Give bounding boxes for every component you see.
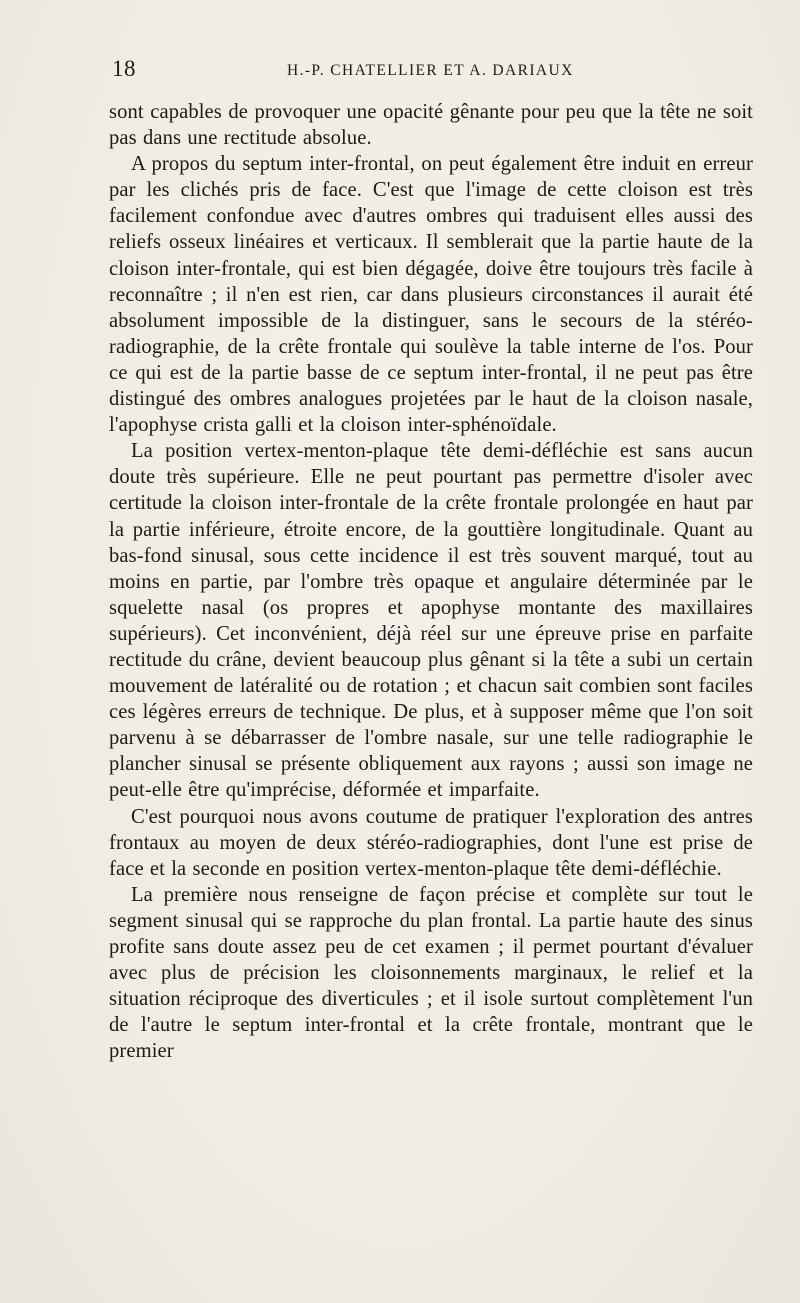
paragraph: sont capables de provoquer une opacité gênante pour peu que la tête ne soit pas dans une rectitude absolue. bbox=[109, 101, 753, 150]
paragraph: La position vertex-menton-plaque tête demi-défléchie est sans aucun doute très supérieure. Elle ne peut pourtant pas permettre d'isoler avec certitude la cloison inter-frontale de la crête frontale prolongée en haut par la partie inférieure, étroite encore, de la gouttière longitudinale. Quant au bas-fond sinusal, sous cette incidence il est très souvent marqué, tout au moins en partie, par l'ombre très opaque et angulaire déterminée par le squelette nasal (os propres et apophyse montante des maxillaires supérieurs). Cet inconvénient, déjà réel sur une épreuve prise en parfaite rectitude du crâne, devient beaucoup plus gênant si la tête a subi un certain mouvement de latéralité ou de rotation ; et chacun sait combien sont faciles ces légères erreurs de technique. De plus, et à supposer même que l'on soit parvenu à se débarrasser de l'ombre nasale, sur une telle radiographie le plancher sinusal se présente obliquement aux rayons ; aussi son image ne peut-elle être qu'imprécise, déformée et imparfaite. bbox=[109, 440, 753, 802]
running-head-authors: H.-P. CHATELLIER ET A. DARIAUX bbox=[287, 62, 574, 79]
page-number: 18 bbox=[112, 56, 136, 81]
paragraph: C'est pourquoi nous avons coutume de pratiquer l'exploration des antres frontaux au moyen de deux stéréo-radiographies, dont l'une est prise de face et la seconde en position vertex-menton-plaque tête demi-défléchie. bbox=[109, 805, 753, 880]
paragraph: La première nous renseigne de façon précise et complète sur tout le segment sinusal qui se rapproche du plan frontal. La partie haute des sinus profite sans doute assez peu de cet examen ; il permet pourtant d'évaluer avec plus de précision les cloisonnements marginaux, le relief et la situation réciproque des diverticules ; et il isole surtout complètement l'un de l'autre le septum inter-frontal et la crête frontale, montrant que le premier bbox=[109, 883, 753, 1063]
running-head bbox=[112, 56, 752, 86]
body-text bbox=[109, 99, 753, 1064]
paragraph: A propos du septum inter-frontal, on peut également être induit en erreur par les clichés pris de face. C'est que l'image de cette cloison est très facilement confondue avec d'autres ombres qui traduisent elles aussi des reliefs osseux linéaires et verticaux. Il semblerait que la partie haute de la cloison inter-frontale, qui est bien dégagée, doive être toujours très facile à reconnaître ; il n'en est rien, car dans plusieurs circonstances il aurait été absolument impossible de la distinguer, sans le secours de la stéréo-radiographie, de la crête frontale qui soulève la table interne de l'os. Pour ce qui est de la partie basse de ce septum inter-frontal, il ne peut pas être distingué des ombres analogues projetées par le haut de la cloison nasale, l'apophyse crista galli et la cloison inter-sphénoïdale. bbox=[109, 153, 753, 437]
